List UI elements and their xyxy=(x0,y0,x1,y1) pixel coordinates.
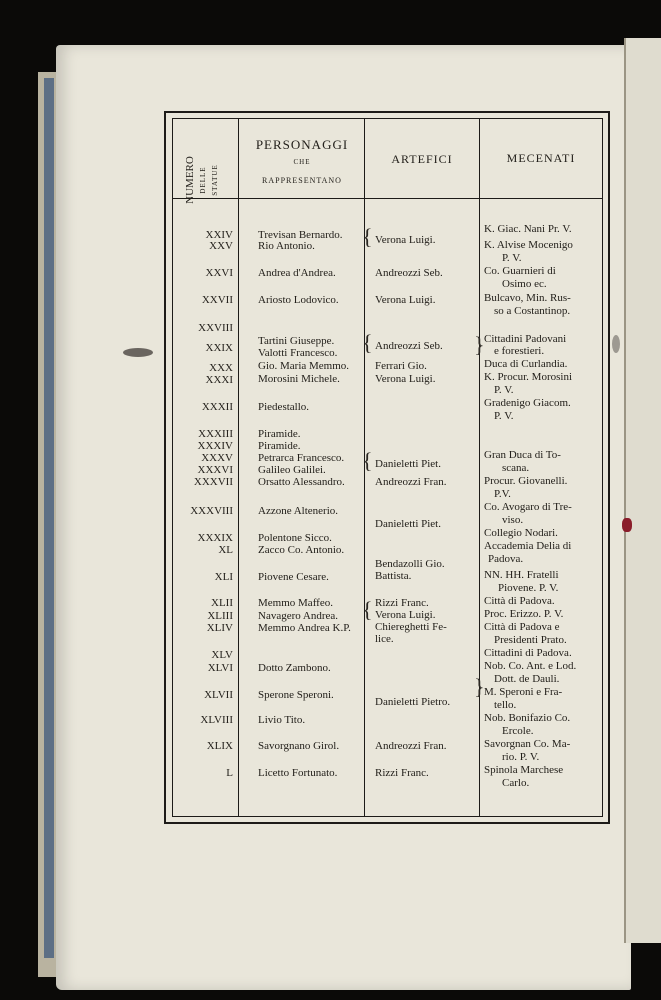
personaggio-name: Morosini Michele. xyxy=(258,373,340,385)
statue-number: XLII xyxy=(211,597,233,609)
personaggio-name: Sperone Speroni. xyxy=(258,689,334,701)
personaggio-name: Dotto Zambono. xyxy=(258,662,331,674)
mecenate-name: NN. HH. Fratelli xyxy=(484,569,559,581)
artefice-name: Verona Luigi. xyxy=(375,373,436,385)
mecenate-name: Accademia Delia di xyxy=(484,540,572,552)
personaggio-name: Savorgnano Girol. xyxy=(258,740,340,752)
mecenate-name: Nob. Bonifazio Co. xyxy=(484,712,571,724)
personaggio-name: Piedestallo. xyxy=(258,401,310,413)
artefice-name: Danieletti Pietro. xyxy=(375,696,451,708)
brace-mark: { xyxy=(362,330,373,355)
mecenate-name: Bulcavo, Min. Rus- xyxy=(484,292,571,304)
artefice-name: Andreozzi Fran. xyxy=(375,740,447,752)
personaggio-name: Piramide. xyxy=(258,440,301,452)
brace-mark: { xyxy=(362,448,373,473)
mecenate-name: P.V. xyxy=(494,488,511,500)
statue-number: XXIV xyxy=(205,229,233,241)
mecenate-name: scana. xyxy=(502,462,530,474)
statue-number: XXXIX xyxy=(197,532,233,544)
personaggio-name: Zacco Co. Antonio. xyxy=(258,544,345,556)
statue-number: XLVI xyxy=(207,662,233,674)
header-artefici: ARTEFICI xyxy=(391,152,453,166)
statue-number: XXXI xyxy=(205,374,233,386)
mecenate-name: Piovene. P. V. xyxy=(498,582,559,594)
artefice-name: Danieletti Piet. xyxy=(375,458,441,470)
mecenate-name: K. Giac. Nani Pr. V. xyxy=(484,223,572,235)
personaggio-name: Licetto Fortunato. xyxy=(258,767,338,779)
statue-number: XLVIII xyxy=(200,714,233,726)
statue-number: XXXVII xyxy=(193,476,233,488)
personaggio-name: Livio Tito. xyxy=(258,714,306,726)
mecenate-name: Città di Padova. xyxy=(484,595,555,607)
mecenate-name: Spinola Marchese xyxy=(484,764,564,776)
statue-number: XXVII xyxy=(201,294,233,306)
personaggio-name: Petrarca Francesco. xyxy=(258,452,345,464)
statue-number: XXV xyxy=(209,240,233,252)
artefice-name: Andreozzi Seb. xyxy=(375,267,443,279)
mecenate-name: P. V. xyxy=(494,384,514,396)
facing-page-edge xyxy=(624,38,661,943)
mecenate-name: rio. P. V. xyxy=(502,751,540,763)
mecenate-name: Duca di Curlandia. xyxy=(484,358,568,370)
ink-blemish xyxy=(123,348,153,357)
statue-number: XLV xyxy=(211,649,233,661)
header-numero: NUMERO DELLE STATUE xyxy=(184,156,219,204)
personaggio-name: Piramide. xyxy=(258,428,301,440)
personaggio-name: Memmo Andrea K.P. xyxy=(258,622,351,634)
column-divider xyxy=(238,119,239,816)
column-divider xyxy=(479,119,480,816)
statue-number: XLIV xyxy=(206,622,233,634)
mecenate-name: Collegio Nodari. xyxy=(484,527,558,539)
personaggio-name: Andrea d'Andrea. xyxy=(258,267,336,279)
statue-number: XXXVIII xyxy=(190,505,233,517)
mecenate-name: Osimo ec. xyxy=(502,278,547,290)
statue-number: L xyxy=(226,767,233,779)
mecenate-name: Savorgnan Co. Ma- xyxy=(484,738,571,750)
statue-number: XXXV xyxy=(201,452,233,464)
artefice-name: Battista. xyxy=(375,570,412,582)
personaggio-name: Galileo Galilei. xyxy=(258,464,326,476)
artefice-name: Danieletti Piet. xyxy=(375,518,441,530)
statue-number: XLVII xyxy=(204,689,233,701)
artefice-name: Andreozzi Seb. xyxy=(375,340,443,352)
personaggio-name: Gio. Maria Memmo. xyxy=(258,360,350,372)
statue-number: XLIII xyxy=(207,610,233,622)
mecenate-name: K. Procur. Morosini xyxy=(484,371,572,383)
mecenate-name: P. V. xyxy=(502,252,522,264)
statue-number: XLIX xyxy=(206,740,233,752)
artefice-name: Andreozzi Fran. xyxy=(375,476,447,488)
artefice-name: lice. xyxy=(375,633,394,645)
header-personaggi-rappresentano: RAPPRESENTANO xyxy=(262,176,342,185)
statue-number: XL xyxy=(218,544,233,556)
header-mecenati: MECENATI xyxy=(506,151,576,165)
personaggio-name: Tartini Giuseppe. xyxy=(258,335,335,347)
artefice-name: Verona Luigi. xyxy=(375,609,436,621)
mecenate-name: Cittadini di Padova. xyxy=(484,647,572,659)
personaggio-name: Memmo Maffeo. xyxy=(258,597,333,609)
statue-number: XXX xyxy=(209,362,233,374)
brace-mark: { xyxy=(362,224,373,249)
book-cover-edge xyxy=(44,78,54,958)
personaggio-name: Orsatto Alessandro. xyxy=(258,476,345,488)
mecenate-name: Città di Padova e xyxy=(484,621,560,633)
artefice-name: Chiereghetti Fe- xyxy=(375,621,447,633)
mecenate-name: Proc. Erizzo. P. V. xyxy=(484,608,564,620)
artefice-name: Verona Luigi. xyxy=(375,234,436,246)
statue-number: XXXIII xyxy=(198,428,233,440)
statue-number: XXVI xyxy=(205,267,233,279)
mecenate-name: Padova. xyxy=(488,553,524,565)
paper-stain xyxy=(612,335,620,353)
mecenate-name: P. V. xyxy=(494,410,514,422)
header-personaggi-che: CHE xyxy=(293,158,311,166)
mecenate-name: Ercole. xyxy=(502,725,534,737)
statue-number: XXXIV xyxy=(197,440,233,452)
mecenate-name: Procur. Giovanelli. xyxy=(484,475,568,487)
header-personaggi: PERSONAGGI xyxy=(255,137,349,152)
mecenate-name: Carlo. xyxy=(502,777,530,789)
artefice-name: Ferrari Gio. xyxy=(375,360,427,372)
mecenate-name: tello. xyxy=(494,699,517,711)
red-ink-mark xyxy=(622,518,632,532)
artefice-name: Bendazolli Gio. xyxy=(375,558,445,570)
mecenate-name: M. Speroni e Fra- xyxy=(484,686,563,698)
mecenate-name: Gran Duca di To- xyxy=(484,449,561,461)
statue-number: XXXVI xyxy=(197,464,233,476)
artefice-name: Rizzi Franc. xyxy=(375,597,429,609)
brace-mark: } xyxy=(474,674,485,699)
personaggio-name: Piovene Cesare. xyxy=(258,571,329,583)
brace-mark: } xyxy=(474,332,485,357)
statue-number: XLI xyxy=(214,571,233,583)
mecenate-name: viso. xyxy=(502,514,524,526)
personaggio-name: Trevisan Bernardo. xyxy=(258,229,343,241)
mecenate-name: Co. Avogaro di Tre- xyxy=(484,501,572,513)
artefice-name: Rizzi Franc. xyxy=(375,767,429,779)
statue-number: XXIX xyxy=(205,342,233,354)
mecenate-name: K. Alvise Mocenigo xyxy=(484,239,573,251)
personaggio-name: Ariosto Lodovico. xyxy=(258,294,339,306)
mecenate-name: Cittadini Padovani xyxy=(484,333,567,345)
mecenate-name: Dott. de Dauli. xyxy=(494,673,560,685)
artefice-name: Verona Luigi. xyxy=(375,294,436,306)
header-rule xyxy=(173,198,602,199)
brace-mark: { xyxy=(362,597,373,622)
personaggio-name: Navagero Andrea. xyxy=(258,610,339,622)
mecenate-name: Nob. Co. Ant. e Lod. xyxy=(484,660,577,672)
mecenate-name: so a Costantinop. xyxy=(494,305,571,317)
statue-number: XXVIII xyxy=(198,322,233,334)
personaggio-name: Rio Antonio. xyxy=(258,240,315,252)
mecenate-name: Presidenti Prato. xyxy=(494,634,567,646)
mecenate-name: Co. Guarnieri di xyxy=(484,265,556,277)
statue-number: XXXII xyxy=(201,401,233,413)
mecenate-name: Gradenigo Giacom. xyxy=(484,397,571,409)
personaggio-name: Polentone Sicco. xyxy=(258,532,332,544)
personaggio-name: Azzone Altenerio. xyxy=(258,505,339,517)
personaggio-name: Valotti Francesco. xyxy=(258,347,338,359)
mecenate-name: e forestieri. xyxy=(494,345,545,357)
